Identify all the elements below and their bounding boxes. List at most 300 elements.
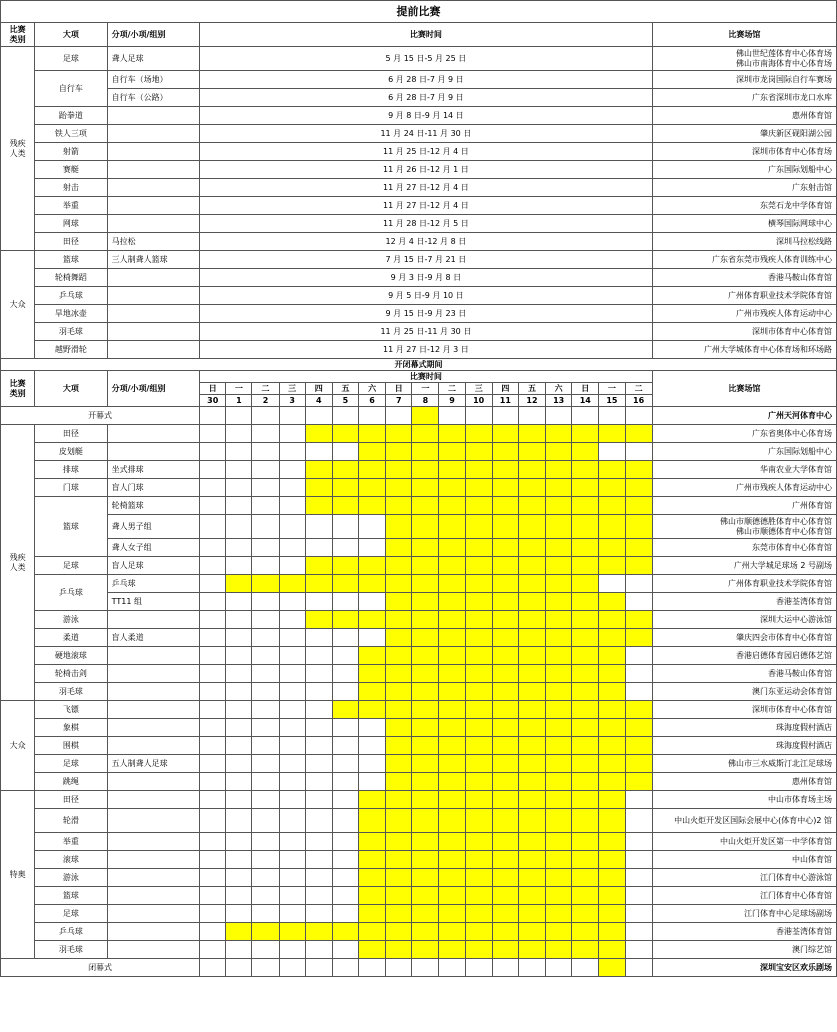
schedule-cell-active [465, 683, 492, 701]
schedule-cell-active [386, 611, 412, 629]
schedule-cell [226, 425, 252, 443]
schedule-cell [200, 515, 226, 539]
schedule-cell-active [492, 773, 518, 791]
schedule-cell [279, 425, 305, 443]
schedule-cell [305, 701, 332, 719]
schedule-cell-active [412, 701, 439, 719]
schedule-cell [332, 905, 358, 923]
schedule-cell [252, 497, 279, 515]
venue-cell: 中山火炬开发区第一中学体育馆 [652, 833, 836, 851]
schedule-cell [226, 443, 252, 461]
schedule-cell-active [439, 905, 465, 923]
schedule-cell [305, 851, 332, 869]
sub-cell [107, 323, 200, 341]
main-row [1, 443, 837, 461]
event-cell: 足球 [35, 557, 107, 575]
schedule-cell-active [386, 851, 412, 869]
time-cell: 5 月 15 日-5 月 25 日 [200, 47, 653, 71]
schedule-cell [252, 959, 279, 977]
main-row [1, 611, 837, 629]
schedule-cell-active [546, 737, 572, 755]
schedule-cell [279, 683, 305, 701]
event-cell: 射击 [35, 179, 107, 197]
main-row [1, 539, 837, 557]
schedule-cell-active [386, 773, 412, 791]
schedule-cell-active [359, 791, 386, 809]
schedule-cell-active [546, 851, 572, 869]
schedule-cell-active [465, 647, 492, 665]
event-cell: 篮球 [35, 887, 107, 905]
schedule-cell-active [332, 557, 358, 575]
schedule-cell-active [625, 629, 652, 647]
main-title-row [1, 359, 837, 371]
venue-cell: 惠州体育馆 [652, 773, 836, 791]
sub-cell [107, 143, 200, 161]
schedule-cell-active [625, 497, 652, 515]
schedule-cell [226, 593, 252, 611]
schedule-cell-active [465, 791, 492, 809]
schedule-cell-active [252, 575, 279, 593]
schedule-cell-active [439, 755, 465, 773]
schedule-cell-active [518, 593, 545, 611]
schedule-cell-active [546, 647, 572, 665]
schedule-cell-active [599, 539, 625, 557]
schedule-cell [279, 479, 305, 497]
schedule-cell [305, 593, 332, 611]
venue-cell: 江门体育中心游泳馆 [652, 869, 836, 887]
schedule-cell [599, 575, 625, 593]
schedule-cell [226, 629, 252, 647]
schedule-cell-active [518, 791, 545, 809]
schedule-cell [226, 791, 252, 809]
main-row [1, 923, 837, 941]
schedule-cell-active [439, 701, 465, 719]
venue-cell: 华南农业大学体育馆 [652, 461, 836, 479]
schedule-cell [252, 593, 279, 611]
schedule-cell-active [625, 755, 652, 773]
schedule-cell-active [572, 479, 599, 497]
schedule-cell-active [599, 647, 625, 665]
schedule-cell [252, 515, 279, 539]
event-cell: 排球 [35, 461, 107, 479]
schedule-cell-active [492, 833, 518, 851]
schedule-cell-active [599, 719, 625, 737]
event-cell: 铁人三项 [35, 125, 107, 143]
schedule-cell [279, 719, 305, 737]
schedule-cell-active [439, 557, 465, 575]
venue-cell: 广东省奥体中心体育场 [652, 425, 836, 443]
schedule-cell-active [599, 461, 625, 479]
schedule-cell-active [386, 869, 412, 887]
date-cell: 13 [546, 395, 572, 407]
schedule-cell [279, 461, 305, 479]
schedule-cell [252, 647, 279, 665]
schedule-cell-active [625, 515, 652, 539]
schedule-cell-active [439, 833, 465, 851]
schedule-cell-active [359, 683, 386, 701]
schedule-cell [332, 773, 358, 791]
schedule-cell [200, 923, 226, 941]
event-cell: 篮球 [35, 251, 107, 269]
sub-cell: 盲人足球 [107, 557, 200, 575]
sub-cell [107, 611, 200, 629]
schedule-cell-active [386, 647, 412, 665]
sub-cell [107, 197, 200, 215]
schedule-cell-active [439, 497, 465, 515]
schedule-cell [546, 959, 572, 977]
schedule-cell-active [412, 629, 439, 647]
schedule-cell [465, 407, 492, 425]
schedule-cell-active [439, 737, 465, 755]
schedule-cell-active [465, 515, 492, 539]
schedule-cell [252, 701, 279, 719]
venue-cell: 江门体育中心体育馆 [652, 887, 836, 905]
schedule-cell [305, 647, 332, 665]
date-cell: 7 [386, 395, 412, 407]
schedule-cell [279, 557, 305, 575]
schedule-cell-active [572, 869, 599, 887]
weekday-cell: 六 [546, 383, 572, 395]
schedule-cell-active [572, 941, 599, 959]
schedule-cell-active [386, 683, 412, 701]
early-row [1, 89, 837, 107]
event-cell: 足球 [35, 755, 107, 773]
sub-cell: 盲人门球 [107, 479, 200, 497]
schedule-cell [279, 593, 305, 611]
weekday-cell: 四 [492, 383, 518, 395]
schedule-cell-active [492, 461, 518, 479]
schedule-cell-active [412, 515, 439, 539]
schedule-cell-active [359, 425, 386, 443]
schedule-cell-active [412, 683, 439, 701]
schedule-cell [200, 443, 226, 461]
event-cell: 举重 [35, 833, 107, 851]
schedule-cell [226, 833, 252, 851]
schedule-cell-active [572, 629, 599, 647]
schedule-cell [200, 701, 226, 719]
schedule-cell [226, 515, 252, 539]
schedule-cell [332, 665, 358, 683]
schedule-cell [252, 833, 279, 851]
schedule-cell-active [412, 665, 439, 683]
schedule-cell [625, 683, 652, 701]
sub-cell [107, 701, 200, 719]
schedule-cell [625, 647, 652, 665]
schedule-cell-active [359, 833, 386, 851]
schedule-cell [279, 539, 305, 557]
schedule-cell [226, 941, 252, 959]
schedule-cell-active [572, 791, 599, 809]
schedule-cell [305, 887, 332, 905]
schedule-cell [386, 959, 412, 977]
venue-cell: 广州市残疾人体育运动中心 [652, 479, 836, 497]
venue-cell: 广州体育馆 [652, 497, 836, 515]
schedule-cell [518, 959, 545, 977]
schedule-cell-active [625, 737, 652, 755]
sub-cell [107, 887, 200, 905]
schedule-cell [200, 791, 226, 809]
col-header-event: 大项 [35, 23, 107, 47]
schedule-cell [332, 833, 358, 851]
schedule-cell-active [412, 497, 439, 515]
main-row [1, 665, 837, 683]
schedule-cell [252, 539, 279, 557]
schedule-cell-active [625, 479, 652, 497]
schedule-cell-active [599, 809, 625, 833]
schedule-cell-active [439, 647, 465, 665]
schedule-cell [226, 851, 252, 869]
early-row [1, 47, 837, 71]
sub-cell [107, 215, 200, 233]
schedule-cell-active [412, 719, 439, 737]
schedule-cell-active [305, 461, 332, 479]
schedule-cell-active [572, 611, 599, 629]
schedule-cell [279, 887, 305, 905]
schedule-cell [200, 833, 226, 851]
schedule-cell-active [599, 425, 625, 443]
schedule-cell [279, 851, 305, 869]
schedule-cell [279, 665, 305, 683]
schedule-cell-active [332, 701, 358, 719]
sub-cell [107, 869, 200, 887]
schedule-cell [305, 737, 332, 755]
event-cell: 羽毛球 [35, 323, 107, 341]
schedule-cell-active [492, 755, 518, 773]
weekday-cell: 四 [305, 383, 332, 395]
schedule-cell-active [518, 833, 545, 851]
main-row [1, 869, 837, 887]
date-cell: 11 [492, 395, 518, 407]
schedule-cell-active [492, 443, 518, 461]
schedule-cell-active [492, 905, 518, 923]
event-cell: 跳绳 [35, 773, 107, 791]
early-row [1, 251, 837, 269]
schedule-cell [226, 461, 252, 479]
schedule-cell-active [465, 575, 492, 593]
schedule-cell-active [572, 497, 599, 515]
schedule-cell [252, 557, 279, 575]
schedule-cell-active [572, 683, 599, 701]
schedule-cell-active [518, 515, 545, 539]
schedule-cell-active [465, 905, 492, 923]
schedule-cell-active [412, 941, 439, 959]
schedule-cell-active [386, 479, 412, 497]
schedule-cell [305, 755, 332, 773]
schedule-cell [200, 539, 226, 557]
opening-row [1, 407, 837, 425]
schedule-cell-active [599, 851, 625, 869]
schedule-cell-active [599, 737, 625, 755]
sub-cell [107, 941, 200, 959]
schedule-cell-active [572, 851, 599, 869]
schedule-cell [332, 791, 358, 809]
schedule-cell-active [359, 701, 386, 719]
schedule-cell [252, 443, 279, 461]
schedule-cell-active [572, 737, 599, 755]
schedule-cell [386, 407, 412, 425]
schedule-cell-active [332, 461, 358, 479]
sub-cell [107, 341, 200, 359]
schedule-cell-active [386, 941, 412, 959]
main-row [1, 905, 837, 923]
schedule-cell-active [386, 737, 412, 755]
schedule-cell-active [518, 611, 545, 629]
time-cell: 11 月 25 日-11 月 30 日 [200, 323, 653, 341]
main-row [1, 629, 837, 647]
event-cell: 跆拳道 [35, 107, 107, 125]
schedule-cell [359, 737, 386, 755]
date-cell: 1 [226, 395, 252, 407]
early-title-row [1, 1, 837, 23]
schedule-cell-active [439, 575, 465, 593]
time-cell: 7 月 15 日-7 月 21 日 [200, 251, 653, 269]
schedule-cell-active [359, 809, 386, 833]
schedule-cell-active [546, 887, 572, 905]
date-cell: 30 [200, 395, 226, 407]
main-row [1, 851, 837, 869]
venue-cell: 香港荃湾体育馆 [652, 923, 836, 941]
sub-cell [107, 791, 200, 809]
early-row [1, 143, 837, 161]
schedule-cell-active [386, 719, 412, 737]
schedule-cell [332, 593, 358, 611]
schedule-cell [279, 515, 305, 539]
main-row [1, 647, 837, 665]
schedule-cell [625, 443, 652, 461]
schedule-cell-active [599, 833, 625, 851]
time-cell: 11 月 25 日-12 月 4 日 [200, 143, 653, 161]
event-cell: 围棋 [35, 737, 107, 755]
schedule-cell [252, 869, 279, 887]
schedule-cell-active [386, 923, 412, 941]
schedule-cell [599, 443, 625, 461]
opening-venue: 广州天河体育中心 [652, 407, 836, 425]
schedule-cell [332, 683, 358, 701]
schedule-cell [200, 887, 226, 905]
schedule-cell [625, 959, 652, 977]
schedule-cell-active [465, 719, 492, 737]
event-cell: 举重 [35, 197, 107, 215]
main-row [1, 791, 837, 809]
schedule-cell [305, 869, 332, 887]
venue-cell: 江门体育中心足球场副场 [652, 905, 836, 923]
event-cell: 乒乓球 [35, 575, 107, 611]
schedule-cell [279, 497, 305, 515]
category-cell: 残疾 人类 [1, 425, 35, 701]
schedule-cell-active [492, 737, 518, 755]
schedule-cell-active [465, 593, 492, 611]
schedule-cell [412, 959, 439, 977]
schedule-cell-active [572, 557, 599, 575]
schedule-cell-active [572, 719, 599, 737]
schedule-cell-active [518, 497, 545, 515]
schedule-cell-active [386, 701, 412, 719]
schedule-cell-active [518, 461, 545, 479]
schedule-cell-active [572, 461, 599, 479]
schedule-cell [279, 959, 305, 977]
schedule-cell [252, 665, 279, 683]
schedule-cell [625, 665, 652, 683]
early-row [1, 287, 837, 305]
sub-cell: 坐式排球 [107, 461, 200, 479]
schedule-cell-active [386, 887, 412, 905]
schedule-cell [200, 593, 226, 611]
schedule-cell [625, 407, 652, 425]
schedule-cell-active [386, 557, 412, 575]
schedule-cell [226, 647, 252, 665]
event-cell: 射箭 [35, 143, 107, 161]
schedule-cell-active [492, 497, 518, 515]
schedule-cell-active [546, 461, 572, 479]
schedule-cell-active [412, 737, 439, 755]
schedule-cell-active [465, 611, 492, 629]
schedule-cell-active [599, 515, 625, 539]
schedule-cell-active [546, 425, 572, 443]
closing-row [1, 959, 837, 977]
early-row [1, 305, 837, 323]
schedule-cell-active [359, 905, 386, 923]
main-row [1, 941, 837, 959]
weekday-cell: 一 [599, 383, 625, 395]
time-cell: 11 月 27 日-12 月 3 日 [200, 341, 653, 359]
schedule-cell-active [386, 791, 412, 809]
schedule-cell-active [226, 575, 252, 593]
date-cell: 2 [252, 395, 279, 407]
schedule-cell [359, 629, 386, 647]
schedule-cell [332, 755, 358, 773]
schedule-cell [252, 941, 279, 959]
early-row [1, 323, 837, 341]
schedule-cell [572, 407, 599, 425]
sub-cell: 聋人足球 [107, 47, 200, 71]
schedule-cell-active [518, 905, 545, 923]
schedule-cell-active [572, 593, 599, 611]
schedule-cell [200, 737, 226, 755]
schedule-cell [200, 647, 226, 665]
schedule-cell [226, 611, 252, 629]
sub-cell: 自行车（公路） [107, 89, 200, 107]
col-header-time: 比赛时间 [200, 371, 653, 383]
schedule-cell-active [492, 683, 518, 701]
weekday-cell: 日 [572, 383, 599, 395]
schedule-cell-active [546, 833, 572, 851]
col-header-time: 比赛时间 [200, 23, 653, 47]
schedule-cell-active [546, 773, 572, 791]
early-title: 提前比赛 [1, 1, 837, 23]
schedule-cell [305, 941, 332, 959]
schedule-cell [226, 773, 252, 791]
col-header-category: 比赛 类别 [1, 23, 35, 47]
sub-cell: 乒乓球 [107, 575, 200, 593]
sub-cell [107, 425, 200, 443]
sub-cell: 自行车（场地） [107, 71, 200, 89]
date-cell: 5 [332, 395, 358, 407]
schedule-cell [518, 407, 545, 425]
schedule-cell-active [518, 869, 545, 887]
schedule-cell-active [412, 905, 439, 923]
early-row [1, 215, 837, 233]
schedule-cell [359, 515, 386, 539]
schedule-cell [226, 479, 252, 497]
schedule-cell-active [492, 665, 518, 683]
schedule-cell-active [518, 923, 545, 941]
schedule-cell-active [279, 575, 305, 593]
schedule-cell-active [546, 611, 572, 629]
schedule-cell-active [465, 557, 492, 575]
schedule-cell [200, 683, 226, 701]
schedule-cell [252, 407, 279, 425]
schedule-cell-active [439, 887, 465, 905]
